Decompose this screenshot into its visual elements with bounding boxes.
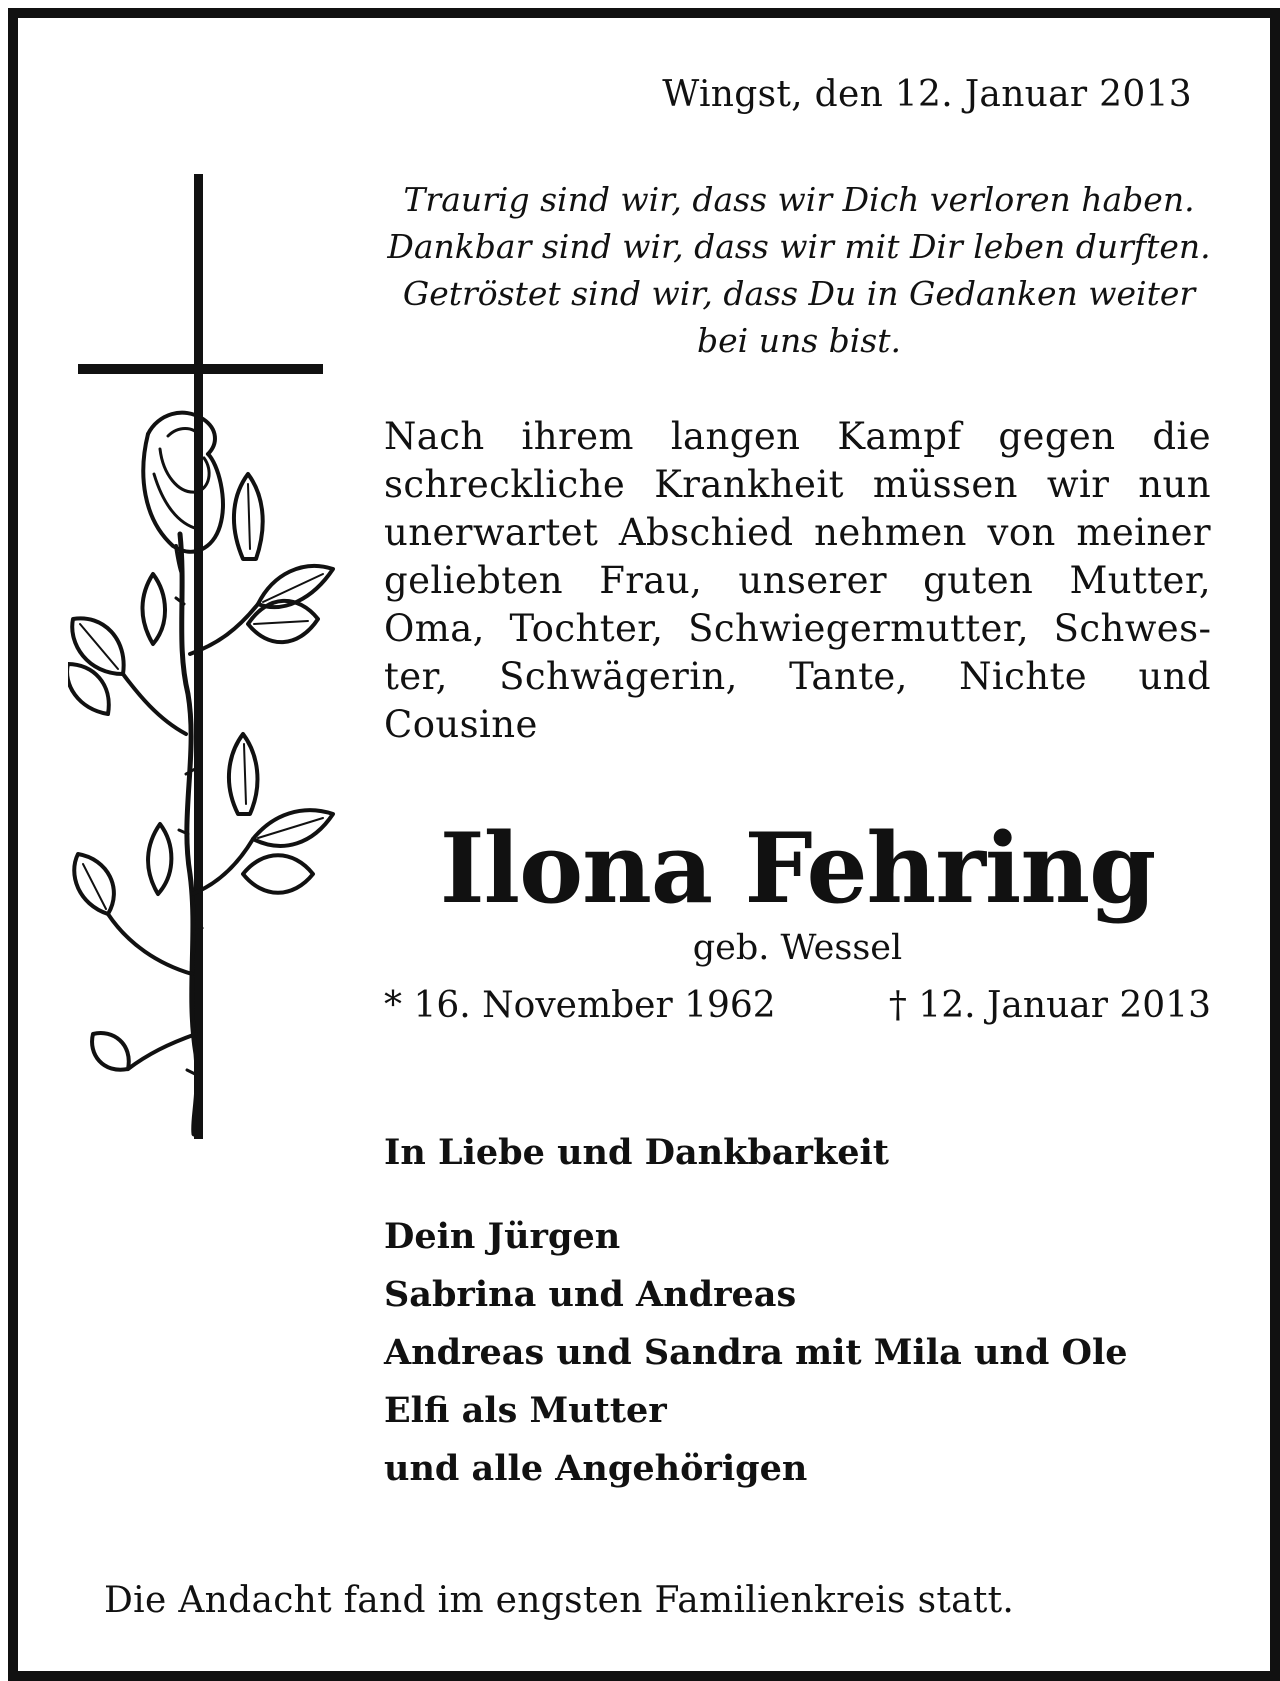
verse-line: Dankbar sind wir, dass wir mit Dir leben durften.: [387, 227, 1211, 266]
signer-list: [384, 1208, 1128, 1498]
signer: Dein Jürgen: [384, 1216, 621, 1257]
signer: Sabrina und Andreas: [384, 1274, 797, 1315]
maiden-name: geb. Wessel: [692, 928, 903, 968]
death-date: † 12. Januar 2013: [888, 985, 1211, 1026]
signer: und alle Angehörigen: [384, 1448, 808, 1489]
verse-line: bei uns bist.: [697, 321, 901, 360]
obituary-frame: [8, 8, 1280, 1681]
verse-line: Getröstet sind wir, dass Du in Gedanken weiter: [402, 274, 1196, 313]
footer-note: Die Andacht fand im engsten Familienkreis statt.: [104, 1580, 1015, 1621]
cross-with-rose-icon: [68, 174, 368, 1144]
closing-line: In Liebe und Dankbarkeit: [384, 1132, 889, 1173]
birth-date: * 16. November 1962: [384, 985, 776, 1026]
place-date: Wingst, den 12. Januar 2013: [662, 74, 1192, 115]
verse-line: Traurig sind wir, dass wir Dich verloren haben.: [403, 180, 1195, 219]
signer: Andreas und Sandra mit Mila und Ole: [384, 1332, 1128, 1373]
announcement-text: Nach ihrem langen Kampf gegen die schreckliche Krankheit müssen wir nun unerwartet Abschied nehmen von meiner geliebten Frau, unserer guten Mutter, Oma, Tochter, Schwiegermutter, Schwester, Schwägerin, Tante, Nichte und Cousine: [384, 415, 1211, 746]
signer: Elfi als Mutter: [384, 1390, 667, 1431]
deceased-name: Ilona Fehring: [439, 812, 1156, 925]
memorial-verse: [378, 176, 1220, 364]
